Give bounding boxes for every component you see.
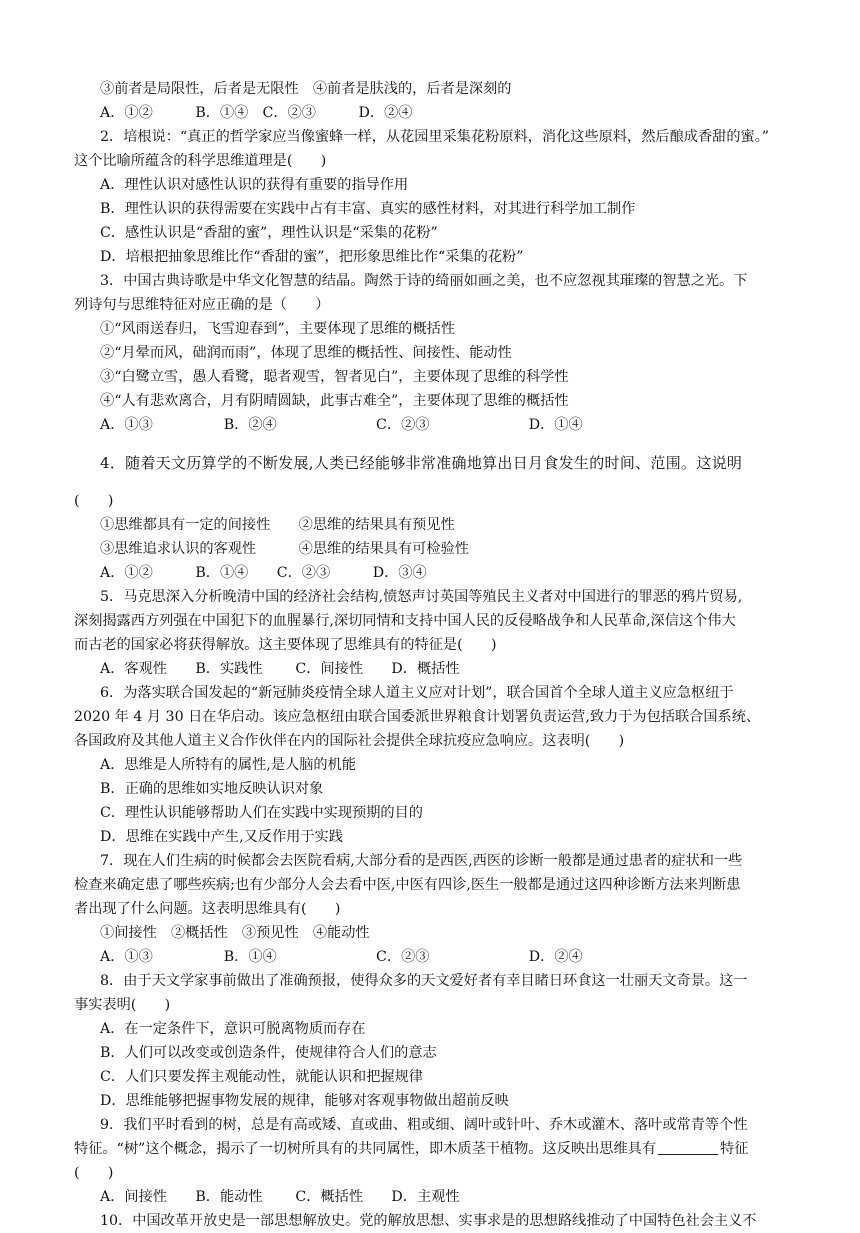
q9-stem-line2-text: 特征。“树”这个概念，揭示了一切树所具有的共同属性，即木质茎干植物。这反映出思维具有 <box>74 1141 657 1157</box>
q7-stem-line2: 检查来确定患了哪些疾病;也有少部分人会去看中医,中医有四诊,医生一般都是通过这四种诊断方法来判断患 <box>74 877 741 893</box>
q7-choices: A．①③ B．①④ C．②③ D．②④ <box>100 949 583 965</box>
q2-option-c: C．感性认识是“香甜的蜜”，理性认识是“采集的花粉” <box>100 225 438 241</box>
q5-stem-line2: 深刻揭露西方列强在中国犯下的血腥暴行,深切同情和支持中国人民的反侵略战争和人民革命,深信这个伟大 <box>74 613 736 629</box>
q8-option-c: C．人们只要发挥主观能动性，就能认识和把握规律 <box>100 1069 423 1085</box>
q5-stem-line3: 而古老的国家必将获得解放。这主要体现了思维具有的特征是( ) <box>74 637 497 653</box>
q3-item-4: ④“人有悲欢离合，月有阴晴圆缺，此事古难全”，主要体现了思维的概括性 <box>100 393 569 409</box>
q9-stem-line2 <box>74 1137 796 1161</box>
q3-item-1: ①“风雨送春归，飞雪迎春到”，主要体现了思维的概括性 <box>100 321 456 337</box>
q9-stem-line3: ( ) <box>74 1165 114 1181</box>
q6-stem-line2: 2020 年 4 月 30 日在华启动。该应急枢纽由联合国委派世界粮食计划署负责运营,致力于为包括联合国系统、 <box>74 709 761 725</box>
q5-choices: A．客观性 B．实践性 C．间接性 D．概括性 <box>100 661 460 677</box>
q1-choices: A．①② B．①④ C．②③ D．②④ <box>100 105 413 121</box>
q1-options-34: ③前者是局限性，后者是无限性 ④前者是肤浅的，后者是深刻的 <box>100 81 512 97</box>
q2-stem-line2: 这个比喻所蕴含的科学思维道理是( ) <box>74 153 327 169</box>
q3-stem-line1: 3．中国古典诗歌是中华文化智慧的结晶。陶然于诗的绮丽如画之美，也不应忽视其璀璨的智慧之光。下 <box>100 273 748 289</box>
q5-stem-line1: 5．马克思深入分析晚清中国的经济社会结构,愤怒声讨英国等殖民主义者对中国进行的罪恶的鸦片贸易, <box>100 589 743 605</box>
q6-option-a: A．思维是人所特有的属性,是人脑的机能 <box>100 757 356 773</box>
q2-option-a: A．理性认识对感性认识的获得有重要的指导作用 <box>100 177 409 193</box>
q4-stem-line2: ( ) <box>74 493 114 509</box>
exam-page <box>74 77 796 1233</box>
q8-option-a: A．在一定条件下，意识可脱离物质而存在 <box>100 1021 366 1037</box>
q2-option-b: B．理性认识的获得需要在实践中占有丰富、真实的感性材料，对其进行科学加工制作 <box>100 201 636 217</box>
q2-stem-line1: 2．培根说：“真正的哲学家应当像蜜蜂一样，从花园里采集花粉原料，消化这些原料，然后酿成香甜的蜜。” <box>100 129 770 145</box>
q6-stem-line1: 6．为落实联合国发起的“新冠肺炎疫情全球人道主义应对计划”，联合国首个全球人道主义应急枢纽于 <box>100 685 734 701</box>
q4-choices: A．①② B．①④ C．②③ D．③④ <box>100 565 427 581</box>
q8-stem-line2: 事实表明( ) <box>74 997 171 1013</box>
q9-stem-line1: 9．我们平时看到的树，总是有高或矮、直或曲、粗或细、阔叶或针叶、乔木或灌木、落叶或常青等个性 <box>100 1117 748 1133</box>
q7-stem-line3: 者出现了什么问题。这表明思维具有( ) <box>74 901 341 917</box>
q4-stem-line1: 4．随着天文历算学的不断发展,人类已经能够非常准确地算出日月食发生的时间、范围。这说明 <box>100 454 743 472</box>
q8-stem-line1: 8．由于天文学家事前做出了准确预报，使得众多的天文爱好者有幸目睹日环食这一壮丽天文奇景。这一 <box>100 973 748 989</box>
q6-option-d: D．思维在实践中产生,又反作用于实践 <box>100 829 343 845</box>
q6-option-b: B．正确的思维如实地反映认识对象 <box>100 781 324 797</box>
q10-stem-line1: 10．中国改革开放史是一部思想解放史。党的解放思想、实事求是的思想路线推动了中国特色社会主义不 <box>100 1213 757 1229</box>
q4-items-34: ③思维追求认识的客观性 ④思维的结果具有可检验性 <box>100 541 469 557</box>
q3-choices: A．①③ B．②④ C．②③ D．①④ <box>100 417 583 433</box>
q7-stem-line1: 7．现在人们生病的时候都会去医院看病,大部分看的是西医,西医的诊断一般都是通过患者的症状和一些 <box>100 853 743 869</box>
q8-option-b: B．人们可以改变或创造条件，使规律符合人们的意志 <box>100 1045 437 1061</box>
q2-option-d: D．培根把抽象思维比作“香甜的蜜”，把形象思维比作“采集的花粉” <box>100 249 524 265</box>
q3-item-2: ②“月晕而风，础润而雨”，体现了思维的概括性、间接性、能动性 <box>100 345 512 361</box>
q6-stem-line3: 各国政府及其他人道主义合作伙伴在内的国际社会提供全球抗疫应急响应。这表明( ) <box>74 733 625 749</box>
q9-choices: A．间接性 B．能动性 C．概括性 D．主观性 <box>100 1189 460 1205</box>
q7-items: ①间接性 ②概括性 ③预见性 ④能动性 <box>100 925 370 941</box>
q3-item-3: ③“白鹭立雪，愚人看鹭，聪者观雪，智者见白”，主要体现了思维的科学性 <box>100 369 569 385</box>
q4-items-12: ①思维都具有一定的间接性 ②思维的结果具有预见性 <box>100 517 455 533</box>
q9-stem-line2-tail: 特征 <box>720 1141 749 1157</box>
q3-stem-line2: 列诗句与思维特征对应正确的是（ ） <box>74 297 330 313</box>
q6-option-c: C．理性认识能够帮助人们在实践中实现预期的目的 <box>100 805 423 821</box>
q8-option-d: D．思维能够把握事物发展的规律，能够对客观事物做出超前反映 <box>100 1093 509 1109</box>
fill-in-blank <box>658 1140 718 1155</box>
